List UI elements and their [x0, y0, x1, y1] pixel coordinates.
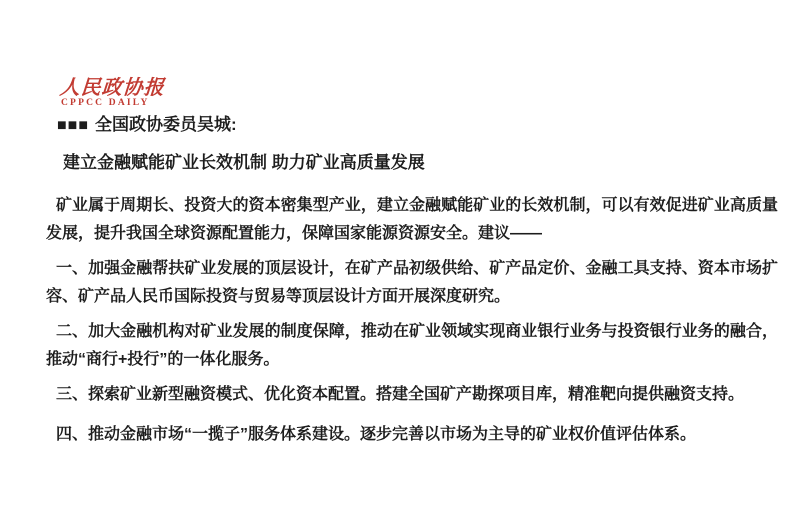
- article-paragraph-point-4: 四、推动金融市场“一揽子”服务体系建设。逐步完善以市场为主导的矿业权价值评估体系。: [56, 426, 697, 443]
- masthead: [59, 76, 778, 109]
- article-paragraph-intro: 矿业属于周期长、投资大的资本密集型产业，建立金融赋能矿业的长效机制，可以有效促进矿业高质量发展，提升我国全球资源配置能力，保障国家能源资源安全。建议——: [46, 197, 778, 242]
- byline-text: 全国政协委员吴城:: [95, 115, 237, 134]
- byline: [57, 115, 778, 135]
- cppcc-daily-logo-subtitle: CPPCC DAILY: [61, 98, 150, 108]
- article-body: [46, 192, 778, 449]
- section-marker-squares-icon: ■■■: [57, 117, 89, 134]
- article-paragraph-point-3: 三、探索矿业新型融资模式、优化资本配置。搭建全国矿产勘探项目库，精准靶向提供融资支持。: [56, 386, 745, 403]
- article-paragraph-point-2: 二、加大金融机构对矿业发展的制度保障，推动在矿业领域实现商业银行业务与投资银行业务的融合，推动“商行+投行”的一体化服务。: [46, 323, 778, 368]
- article-paragraph-point-1: 一、加强金融帮扶矿业发展的顶层设计，在矿产品初级供给、矿产品定价、金融工具支持、资本市场扩容、矿产品人民币国际投资与贸易等顶层设计方面开展深度研究。: [46, 260, 778, 305]
- article-title: 建立金融赋能矿业长效机制 助力矿业高质量发展: [63, 153, 425, 172]
- cppcc-daily-logo: 人民政协报: [58, 75, 166, 99]
- article-content: [46, 76, 778, 456]
